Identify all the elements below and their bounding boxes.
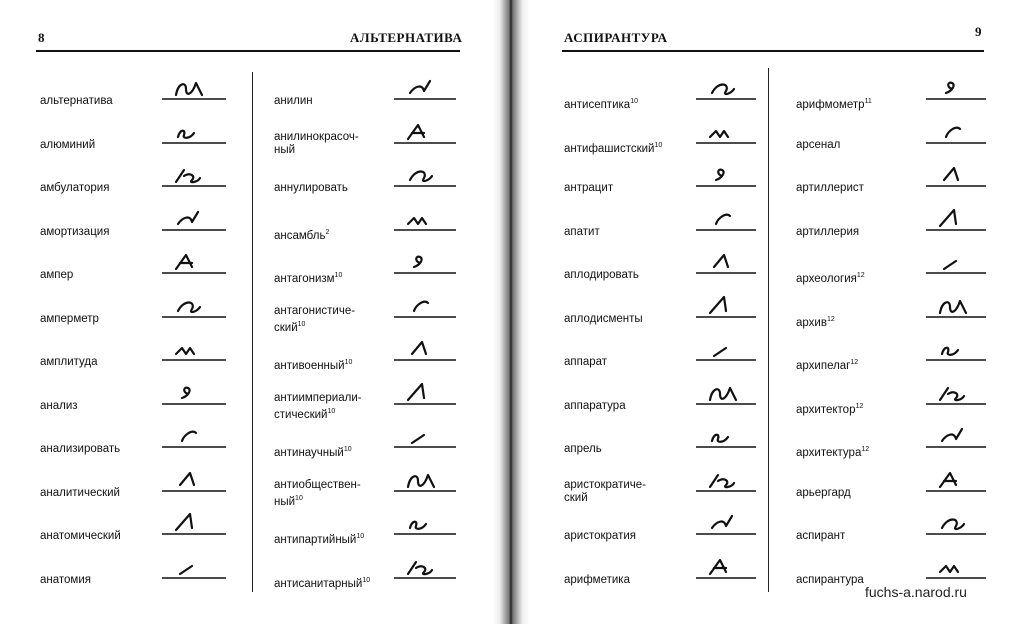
shorthand-symbol xyxy=(926,251,994,283)
shorthand-stroke xyxy=(712,435,728,442)
shorthand-stroke xyxy=(710,475,734,487)
shorthand-stroke xyxy=(408,384,424,400)
entry-word: аспирант xyxy=(796,530,846,542)
entry-word: архитектура$^{12}$ xyxy=(796,446,870,459)
shorthand-stroke xyxy=(412,342,426,354)
shorthand-stroke xyxy=(178,302,200,312)
shorthand-symbol xyxy=(696,338,764,370)
shorthand-symbol xyxy=(162,121,230,153)
shorthand-stroke xyxy=(408,562,432,574)
entry-word: аплодисменты xyxy=(564,312,643,325)
shorthand-stroke xyxy=(176,255,192,269)
shorthand-stroke xyxy=(180,566,192,574)
shorthand-stroke xyxy=(176,514,192,530)
shorthand-stroke xyxy=(176,170,200,182)
shorthand-stroke xyxy=(410,81,430,93)
entry-word: антисанитарный$^{10}$ xyxy=(274,576,371,590)
shorthand-symbol xyxy=(696,556,764,588)
entry-word: аннулировать xyxy=(274,182,348,194)
entry-word: артиллерия xyxy=(796,225,860,238)
entry-word: амортизация xyxy=(40,225,110,238)
entry-word: амплитуда xyxy=(40,356,98,368)
running-head: АСПИРАНТУРА xyxy=(564,30,668,45)
entry-word: антивоенный$^{10}$ xyxy=(274,359,353,372)
entry-word: алюминий xyxy=(40,138,96,151)
shorthand-stroke xyxy=(716,170,724,180)
entry-word: аристократия xyxy=(564,530,636,542)
shorthand-stroke xyxy=(176,83,202,95)
shorthand-symbol xyxy=(696,469,764,501)
shorthand-stroke xyxy=(710,388,736,400)
shorthand-symbol xyxy=(926,469,994,501)
shorthand-symbol xyxy=(926,77,994,109)
shorthand-symbol xyxy=(696,425,764,457)
footnote-mark: 10 xyxy=(356,533,365,540)
entry-word: антиобществен- ный$^{10}$ xyxy=(274,478,361,508)
shorthand-stroke xyxy=(942,429,962,441)
shorthand-symbol xyxy=(162,164,230,196)
shorthand-stroke xyxy=(712,516,732,528)
right-page xyxy=(520,0,1024,624)
footnote-mark: 10 xyxy=(654,141,663,149)
entry-word: антипартийный$^{10}$ xyxy=(274,533,365,546)
shorthand-symbol xyxy=(696,295,764,327)
shorthand-symbol xyxy=(162,556,230,588)
entry-word: анатомический xyxy=(40,530,121,542)
entry-word: артиллерист xyxy=(796,182,864,194)
shorthand-symbol xyxy=(696,77,764,109)
entry-word: аппаратура xyxy=(564,399,626,412)
shorthand-stroke xyxy=(946,83,954,93)
shorthand-stroke xyxy=(408,218,426,224)
shorthand-symbol xyxy=(162,251,230,283)
shorthand-stroke xyxy=(712,85,734,95)
shorthand-stroke xyxy=(180,473,194,485)
entry-word: ансамбль$^2$ xyxy=(274,228,330,242)
shorthand-symbol xyxy=(696,251,764,283)
shorthand-symbol xyxy=(926,208,994,240)
entry-word: арсенал xyxy=(796,138,841,151)
shorthand-stroke xyxy=(410,172,432,182)
shorthand-symbol xyxy=(394,164,462,196)
entry-word: апрель xyxy=(564,443,602,455)
shorthand-stroke xyxy=(176,348,194,354)
footnote-mark: 12 xyxy=(826,315,835,323)
entry-word: ампер xyxy=(40,269,74,281)
entry-word: антиимпериали- стический$^{10}$ xyxy=(274,391,362,421)
entry-word: амбулатория xyxy=(40,182,110,194)
header-rule xyxy=(562,50,984,52)
entry-word: археология$^{12}$ xyxy=(796,272,865,285)
entry-word: анализ xyxy=(40,399,78,412)
entry-word: анилинокрасоч- ный xyxy=(274,130,359,156)
shorthand-symbol xyxy=(926,425,994,457)
shorthand-symbol xyxy=(394,382,462,414)
shorthand-symbol xyxy=(696,382,764,414)
shorthand-symbol xyxy=(926,295,994,327)
shorthand-stroke xyxy=(944,261,956,269)
shorthand-symbol xyxy=(696,208,764,240)
entry-word: арифметика xyxy=(564,573,630,586)
shorthand-symbol xyxy=(394,556,462,588)
shorthand-symbol xyxy=(162,382,230,414)
shorthand-symbol xyxy=(926,338,994,370)
footnote-mark: 12 xyxy=(856,272,865,279)
shorthand-stroke xyxy=(942,520,964,530)
shorthand-stroke xyxy=(182,387,190,397)
entry-word: аристократиче- ский xyxy=(564,478,646,504)
entry-word: амперметр xyxy=(40,312,99,325)
shorthand-stroke xyxy=(940,566,958,572)
shorthand-stroke xyxy=(408,475,434,487)
entry-word: апатит xyxy=(564,225,600,238)
entry-word: аппарат xyxy=(564,356,608,368)
shorthand-symbol xyxy=(696,164,764,196)
shorthand-symbol xyxy=(394,425,462,457)
shorthand-symbol xyxy=(696,512,764,544)
shorthand-stroke xyxy=(710,297,726,313)
shorthand-stroke xyxy=(178,212,198,224)
shorthand-stroke xyxy=(714,348,726,356)
shorthand-stroke xyxy=(182,432,196,441)
shorthand-symbol xyxy=(162,425,230,457)
entry-word: антисептика$^{10}$ xyxy=(564,98,638,111)
entry-word: антифашистский$^{10}$ xyxy=(564,141,663,155)
footnote-mark: 12 xyxy=(855,402,864,410)
shorthand-symbol xyxy=(926,121,994,153)
shorthand-stroke xyxy=(940,473,956,487)
entry-word: архив$^{12}$ xyxy=(796,315,835,329)
entry-word: аспирантура xyxy=(796,573,864,586)
shorthand-stroke xyxy=(942,348,958,355)
page-number: 9 xyxy=(975,24,982,39)
entry-word: альтернатива xyxy=(40,95,113,107)
shorthand-stroke xyxy=(714,255,728,267)
shorthand-stroke xyxy=(716,214,730,223)
shorthand-stroke xyxy=(408,125,424,139)
header-rule xyxy=(36,50,460,52)
entry-word: аналитический xyxy=(40,486,120,499)
shorthand-symbol xyxy=(162,208,230,240)
footnote-mark: 10 xyxy=(297,320,306,328)
footnote-mark: 11 xyxy=(864,98,872,105)
footnote-mark: 10 xyxy=(344,359,353,366)
shorthand-symbol xyxy=(394,77,462,109)
shorthand-symbol xyxy=(394,251,462,283)
entry-word: архитектор$^{12}$ xyxy=(796,402,864,416)
shorthand-symbol xyxy=(926,512,994,544)
shorthand-stroke xyxy=(940,210,956,226)
entry-word: архипелаг$^{12}$ xyxy=(796,359,859,372)
footnote-mark: 10 xyxy=(295,494,303,502)
shorthand-stroke xyxy=(178,130,194,137)
shorthand-stroke xyxy=(412,435,424,443)
entry-word: анализировать xyxy=(40,443,121,455)
footnote-mark: 12 xyxy=(850,359,859,366)
entry-word: анатомия xyxy=(40,573,91,586)
column-divider xyxy=(252,72,253,592)
footnote-mark: 10 xyxy=(327,407,336,415)
shorthand-symbol xyxy=(926,556,994,588)
column-divider xyxy=(768,68,769,592)
shorthand-symbol xyxy=(162,77,230,109)
footnote-mark: 10 xyxy=(343,446,352,453)
entry-word: антрацит xyxy=(564,182,614,194)
shorthand-stroke xyxy=(940,301,966,313)
watermark: fuchs-a.narod.ru xyxy=(865,584,967,600)
page-number: 8 xyxy=(38,30,45,45)
shorthand-symbol xyxy=(162,469,230,501)
shorthand-symbol xyxy=(394,512,462,544)
entry-word: аплодировать xyxy=(564,269,639,281)
left-page xyxy=(0,0,500,624)
shorthand-stroke xyxy=(710,131,728,137)
shorthand-stroke xyxy=(940,388,964,400)
shorthand-symbol xyxy=(926,164,994,196)
shorthand-symbol xyxy=(394,469,462,501)
shorthand-symbol xyxy=(394,295,462,327)
shorthand-symbol xyxy=(394,208,462,240)
entry-word: анилин xyxy=(274,95,313,107)
shorthand-stroke xyxy=(410,522,426,529)
shorthand-symbol xyxy=(162,295,230,327)
entry-word: антагонизм$^{10}$ xyxy=(274,272,343,285)
footnote-mark: 2 xyxy=(325,228,330,236)
entry-word: арифмометр$^{11}$ xyxy=(796,98,872,111)
entry-word: антагонистиче- ский$^{10}$ xyxy=(274,304,356,334)
entry-word: антинаучный$^{10}$ xyxy=(274,446,352,459)
shorthand-stroke xyxy=(414,301,428,310)
shorthand-symbol xyxy=(926,382,994,414)
footnote-mark: 12 xyxy=(861,446,870,453)
shorthand-symbol xyxy=(162,338,230,370)
entry-word: арьергард xyxy=(796,486,851,499)
shorthand-symbol xyxy=(696,121,764,153)
shorthand-symbol xyxy=(162,512,230,544)
footnote-mark: 10 xyxy=(362,576,371,584)
shorthand-symbol xyxy=(394,121,462,153)
shorthand-stroke xyxy=(946,127,960,136)
shorthand-stroke xyxy=(414,257,422,267)
running-head: АЛЬТЕРНАТИВА xyxy=(350,30,463,45)
shorthand-stroke xyxy=(944,168,958,180)
shorthand-symbol xyxy=(394,338,462,370)
footnote-mark: 10 xyxy=(334,272,343,279)
footnote-mark: 10 xyxy=(630,98,638,105)
shorthand-stroke xyxy=(710,560,726,574)
